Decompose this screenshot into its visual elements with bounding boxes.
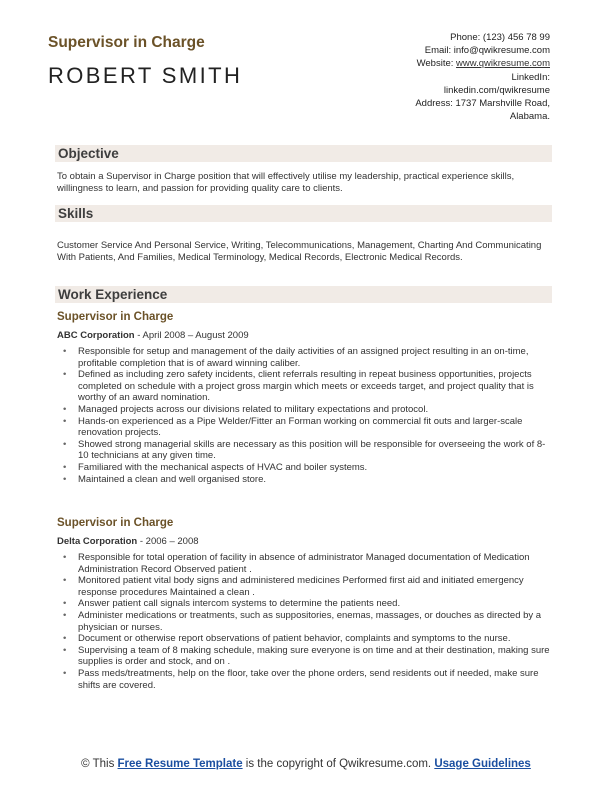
job-bullet: • Showed strong managerial skills are necessary as this position will be responsible for overseeing the work of 8-10 technicians at any given time. [57, 439, 552, 462]
job-dates: - April 2008 – August 2009 [134, 330, 249, 341]
contact-linkedin-label: LinkedIn: [511, 71, 550, 83]
work-experience-section-header [55, 286, 552, 303]
candidate-name: ROBERT SMITH [48, 63, 243, 88]
job-company: ABC Corporation [57, 330, 135, 341]
contact-address-line2: Alabama. [509, 111, 550, 123]
copyright-footer [60, 757, 552, 771]
resume-job-title: Supervisor in Charge [48, 34, 205, 51]
objective-section-header [55, 145, 552, 162]
job-bullet-list [57, 552, 552, 691]
skills-heading: Skills [58, 206, 94, 221]
contact-block [310, 31, 550, 123]
job-bullet: • Hands-on experienced as a Pipe Welder/Fitter an Forman working on commercial fit outs and larger-scale renovation projects. [57, 416, 552, 439]
job-bullet: • Managed projects across our divisions related to military expectations and protocol. [57, 404, 552, 416]
job-bullet: • Monitored patient vital body signs and administered medicines Performed first aid and initiated emergency response procedures Maintained a clean . [57, 575, 552, 598]
job-bullet: • Defined as including zero safety incidents, client referrals resulting in repeat business opportunities, projects completed on schedule with a project gross margin which meets or exceeds target, and project quality that is worthy of an award nomination. [57, 369, 552, 404]
footer-middle: is the copyright of Qwikresume.com. [242, 758, 435, 770]
job-company-line [57, 330, 249, 341]
job-role: Supervisor in Charge [57, 311, 174, 323]
usage-guidelines-link[interactable]: Usage Guidelines [434, 758, 531, 770]
objective-text: To obtain a Supervisor in Charge position that will effectively utilise my leadership, practical experience skills, willingness to learn, and passion for providing quality care to clients. [57, 171, 515, 194]
contact-website [310, 57, 550, 70]
website-link[interactable]: www.qwikresume.com [456, 58, 550, 70]
job-bullet: • Document or otherwise report observations of patient behavior, complaints and symptoms to the nurse. [57, 633, 552, 645]
contact-phone: Phone: (123) 456 78 99 [450, 32, 550, 43]
skills-text: Customer Service And Personal Service, Writing, Telecommunications, Management, Charting And Communicating With Patients, And Families, Medical Terminology, Medical Records, Electronic Medical Records. [57, 240, 542, 263]
work-experience-heading: Work Experience [58, 287, 168, 302]
job-bullet-list [57, 346, 552, 485]
job-dates: - 2006 – 2008 [137, 536, 199, 547]
free-resume-template-link[interactable]: Free Resume Template [117, 758, 243, 770]
contact-linkedin-value: linkedin.com/qwikresume [443, 84, 550, 96]
job-bullet: • Administer medications or treatments, such as suppositories, enemas, massages, or douches as directed by a physician or nurses. [57, 610, 552, 633]
job-bullet: • Pass meds/treatments, help on the floor, take over the phone orders, send residents out if needed, make sure shifts are covered. [57, 668, 552, 691]
website-label: Website: [416, 58, 457, 70]
job-bullet: • Maintained a clean and well organised store. [57, 474, 552, 486]
job-bullet: • Answer patient call signals intercom systems to determine the patients need. [57, 598, 552, 610]
job-role: Supervisor in Charge [57, 517, 174, 529]
job-company-line [57, 536, 199, 547]
objective-heading: Objective [58, 146, 119, 161]
job-bullet: • Responsible for total operation of facility in absence of administrator Managed documentation of Medication Administration Record Observed patient . [57, 552, 552, 575]
footer-prefix: © This [81, 758, 118, 770]
job-bullet: • Supervising a team of 8 making schedule, making sure everyone is on time and at their destination, making sure supplies is order and stock, and on . [57, 645, 552, 668]
contact-address-line1: Address: 1737 Marshville Road, [415, 98, 550, 110]
contact-email: Email: info@qwikresume.com [424, 45, 550, 57]
job-company: Delta Corporation [57, 536, 138, 547]
skills-section-header [55, 205, 552, 222]
job-bullet: • Responsible for setup and management of the daily activities of an assigned project resulting in an on-time, profitable completion that is of award winning caliber. [57, 346, 552, 369]
job-bullet: • Familiared with the mechanical aspects of HVAC and boiler systems. [57, 462, 552, 474]
